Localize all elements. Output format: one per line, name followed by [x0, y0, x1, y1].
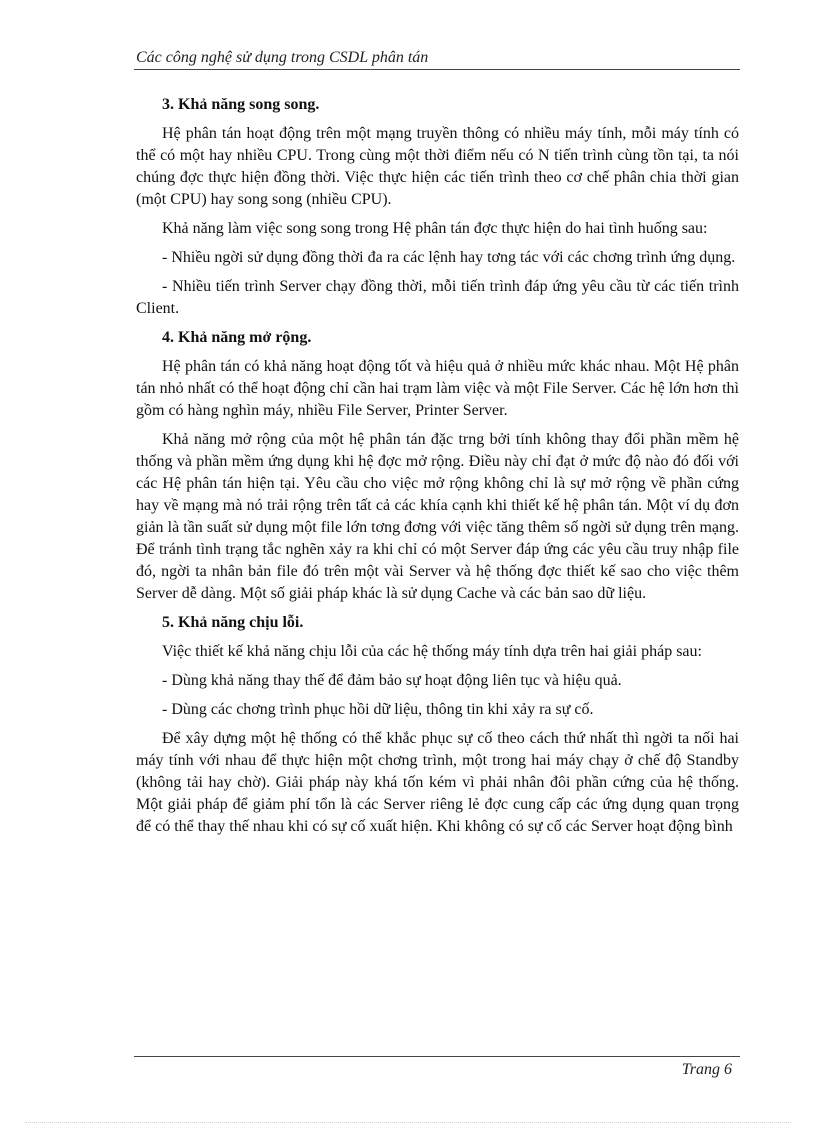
section-scalability — [136, 327, 739, 605]
paragraph: Hệ phân tán có khả năng hoạt động tốt và hiệu quả ở nhiều mức khác nhau. Một Hệ phân tán nhỏ nhất có thể hoạt động chỉ cần hai trạm làm việc và một File Server. Các hệ lớn hơn thì gồm có hàng nghìn máy, nhiều File Server, Printer Server. — [136, 358, 739, 419]
paragraph: Khả năng làm việc song song trong Hệ phân tán đợc thực hiện do hai tình huống sau: — [162, 220, 708, 237]
section-heading: 4. Khả năng mở rộng. — [162, 329, 312, 346]
section-fault-tolerance — [136, 612, 739, 838]
paragraph: - Dùng khả năng thay thế để đảm bảo sự hoạt động liên tục và hiệu quả. — [162, 672, 622, 689]
paragraph: Việc thiết kế khả năng chịu lỗi của các hệ thống máy tính dựa trên hai giải pháp sau: — [162, 643, 702, 660]
paragraph: - Nhiều ngời sử dụng đồng thời đa ra các lệnh hay tơng tác với các chơng trình ứng dụng. — [162, 249, 736, 266]
paragraph: - Nhiều tiến trình Server chạy đồng thời, mỗi tiến trình đáp ứng yêu cầu từ các tiến trình Client. — [136, 278, 739, 317]
paragraph: Để xây dựng một hệ thống có thể khắc phục sự cố theo cách thứ nhất thì ngời ta nối hai máy tính với nhau để thực hiện một chơng trình, một trong hai máy chạy ở chế độ Standby (không tải hay chờ). Giải pháp này khá tốn kém vì phải nhân đôi phần cứng của hệ thống. Một giải pháp để giảm phí tổn là các Server riêng lẻ đợc cung cấp các ứng dụng quan trọng để có thể thay thế nhau khi có sự cố xuất hiện. Khi không có sự cố các Server hoạt động bình — [136, 730, 739, 835]
footer-divider — [134, 1056, 740, 1057]
section-heading: 3. Khả năng song song. — [162, 96, 320, 113]
body-content — [136, 94, 739, 845]
paragraph: Khả năng mở rộng của một hệ phân tán đặc trng bởi tính không thay đổi phần mềm hệ thống và phần mềm ứng dụng khi hệ đợc mở rộng. Điều này chỉ đạt ở mức độ nào đó đối với các Hệ phân tán hiện tại. Yêu cầu cho việc mở rộng không chỉ là sự mở rộng về phần cứng hay về mạng mà nó trải rộng trên tất cả các khía cạnh khi thiết kế hệ phân tán. Một ví dụ đơn giản là tần suất sử dụng một file lớn tơng đơng với việc tăng thêm số ngời sử dụng trên mạng. Để tránh tình trạng tắc nghẽn xảy ra khi chỉ có một Server đáp ứng các yêu cầu truy nhập file đó, ngời ta nhân bản file đó trên một vài Server và hệ thống đợc thiết kế sao cho việc thêm Server dễ dàng. Một số giải pháp khác là sử dụng Cache và các bản sao dữ liệu. — [136, 431, 739, 602]
page-number: Trang 6 — [681, 1061, 732, 1078]
header-divider — [134, 69, 740, 70]
section-parallelism — [136, 94, 739, 320]
section-heading: 5. Khả năng chịu lỗi. — [162, 614, 304, 631]
paragraph: Hệ phân tán hoạt động trên một mạng truyền thông có nhiều máy tính, mỗi máy tính có thể có một hay nhiều CPU. Trong cùng một thời điểm nếu có N tiến trình cùng tồn tại, ta nói chúng đợc thực hiện đồng thời. Việc thực hiện các tiến trình theo cơ chế phân chia thời gian (một CPU) hay song song (nhiều CPU). — [136, 125, 739, 208]
paragraph: - Dùng các chơng trình phục hồi dữ liệu, thông tin khi xảy ra sự cố. — [162, 701, 594, 718]
running-header: Các công nghệ sử dụng trong CSDL phân tán — [136, 49, 429, 66]
